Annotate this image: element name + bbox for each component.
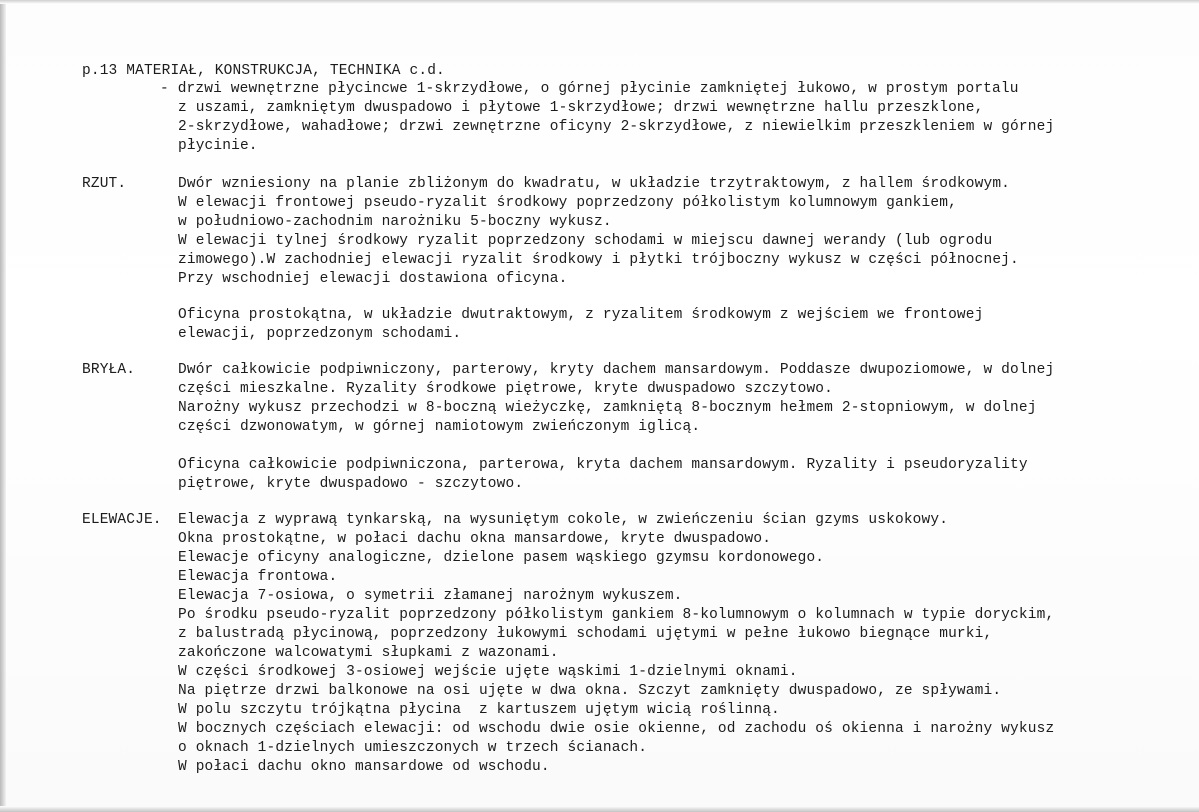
scan-edge-left — [0, 0, 6, 812]
bryla-line: części dzwonowatym, w górnej namiotowym zwieńczonym iglicą. — [178, 419, 701, 435]
elewacje-line: Elewacje oficyny analogiczne, dzielone pasem wąskiego gzymsu kordonowego. — [178, 550, 825, 566]
elewacje-line: Okna prostokątne, w połaci dachu okna mansardowe, kryte dwuspadowo. — [178, 531, 772, 547]
elewacje-line: W połaci dachu okno mansardowe od wschodu. — [178, 759, 550, 775]
elewacje-line: Na piętrze drzwi balkonowe na osi ujęte w dwa okna. Szczyt zamknięty dwuspadowo, ze spływami. — [178, 683, 1002, 699]
elewacje-line: Po środku pseudo-ryzalit poprzedzony półkolistym gankiem 8-kolumnowym o kolumnach w typie doryckim, — [178, 607, 1055, 623]
bryla-line: Narożny wykusz przechodzi w 8-boczną wieżyczkę, zamkniętą 8-bocznym hełmem 2-stopniowym, w dolnej — [178, 400, 1037, 416]
scan-edge-top — [0, 0, 1199, 4]
material-line: - drzwi wewnętrzne płycincwe 1-skrzydłowe, o górnej płycinie zamkniętej łukowo, w prostym portalu — [160, 81, 1019, 97]
elewacje-line: z balustradą płycinową, poprzedzony łukowymi schodami ujętymi w pełne łukowo biegnące murki, — [178, 626, 993, 642]
bryla-line: Dwór całkowicie podpiwniczony, parterowy, kryty dachem mansardowym. Poddasze dwupoziomowe, w dolnej — [178, 362, 1055, 378]
section-label-rzut: RZUT. — [82, 176, 127, 192]
material-line: płycinie. — [178, 138, 258, 154]
elewacje-line: W polu szczytu trójkątna płycina z kartuszem ujętym wicią roślinną. — [178, 702, 780, 718]
section-label-bryla: BRYŁA. — [82, 362, 136, 378]
page-header: p.13 MATERIAŁ, KONSTRUKCJA, TECHNIKA c.d. — [82, 63, 445, 79]
elewacje-line: Elewacja z wyprawą tynkarską, na wysuniętym cokole, w zwieńczeniu ścian gzyms uskokowy. — [178, 512, 949, 528]
material-line: 2-skrzydłowe, wahadłowe; drzwi zewnętrzne oficyny 2-skrzydłowe, z niewielkim przeszkleniem w górnej — [178, 119, 1055, 135]
rzut-line: w południowo-zachodnim narożniku 5-boczny wykusz. — [178, 214, 612, 230]
bryla-line: części mieszkalne. Ryzality środkowe piętrowe, kryte dwuspadowo szczytowo. — [178, 381, 834, 397]
rzut-line: Dwór wzniesiony na planie zbliżonym do kwadratu, w układzie trzytraktowym, z hallem środkowym. — [178, 176, 1011, 192]
elewacje-line: Elewacja 7-osiowa, o symetrii złamanej narożnym wykuszem. — [178, 588, 683, 604]
elewacje-line: W części środkowej 3-osiowej wejście ujęte wąskimi 1-dzielnymi oknami. — [178, 664, 798, 680]
rzut-line: Przy wschodniej elewacji dostawiona oficyna. — [178, 271, 568, 287]
material-line: z uszami, zamkniętym dwuspadowo i płytowe 1-skrzydłowe; drzwi wewnętrzne hallu przeszklone, — [178, 100, 984, 116]
rzut-line: W elewacji tylnej środkowy ryzalit poprzedzony schodami w miejscu dawnej werandy (lub ogrodu — [178, 233, 993, 249]
rzut-oficyna-line: elewacji, poprzedzonym schodami. — [178, 326, 462, 342]
elewacje-line: W bocznych częściach elewacji: od wschodu dwie osie okienne, od zachodu oś okienna i narożny wykusz — [178, 721, 1055, 737]
elewacje-line: Elewacja frontowa. — [178, 569, 338, 585]
rzut-line: W elewacji frontowej pseudo-ryzalit środkowy poprzedzony półkolistym kolumnowym gankiem, — [178, 195, 957, 211]
elewacje-line: o oknach 1-dzielnych umieszczonych w trzech ścianach. — [178, 740, 648, 756]
scan-edge-bottom — [0, 806, 1199, 812]
section-label-elewacje: ELEWACJE. — [82, 512, 162, 528]
elewacje-line: zakończone walcowatymi słupkami z wazonami. — [178, 645, 559, 661]
rzut-oficyna-line: Oficyna prostokątna, w układzie dwutraktowym, z ryzalitem środkowym z wejściem we frontowej — [178, 307, 984, 323]
rzut-line: zimowego).W zachodniej elewacji ryzalit środkowy i płytki trójboczny wykusz w części północnej. — [178, 252, 1019, 268]
bryla-oficyna-line: Oficyna całkowicie podpiwniczona, parterowa, kryta dachem mansardowym. Ryzality i pseudoryzality — [178, 457, 1028, 473]
bryla-oficyna-line: piętrowe, kryte dwuspadowo - szczytowo. — [178, 476, 524, 492]
